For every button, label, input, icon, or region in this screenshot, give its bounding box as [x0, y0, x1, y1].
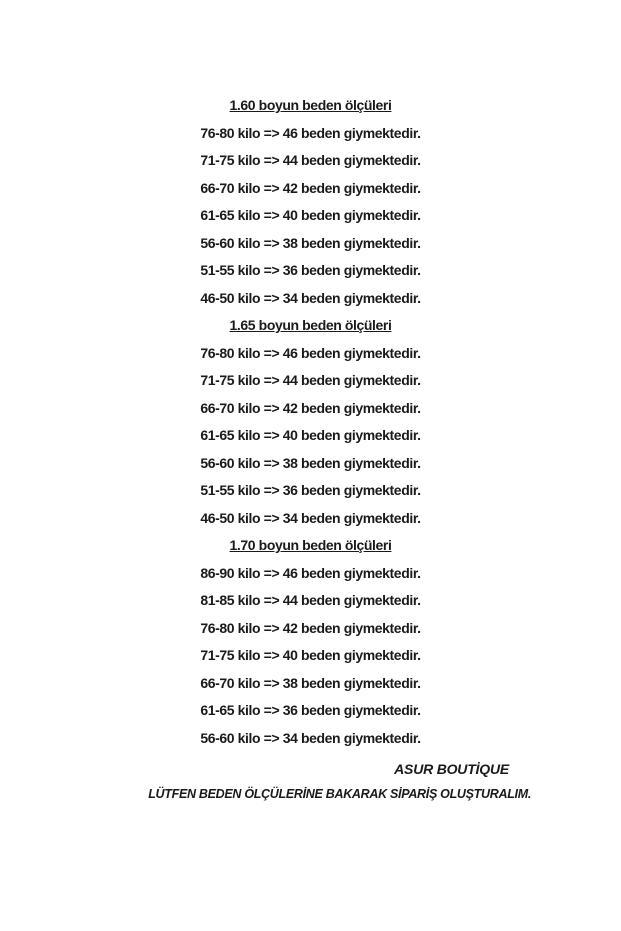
section-heading-165: 1.65 boyun beden ölçüleri — [229, 317, 392, 333]
size-line: 71-75 kilo => 40 beden giymektedir. — [200, 647, 421, 663]
size-line: 56-60 kilo => 38 beden giymektedir. — [200, 234, 421, 251]
size-line: 61-65 kilo => 40 beden giymektedir. — [200, 427, 421, 443]
section-heading-160: 1.60 boyun beden ölçüleri — [229, 97, 392, 113]
size-line: 46-50 kilo => 34 beden giymektedir. — [200, 289, 421, 306]
size-line: 71-75 kilo => 44 beden giymektedir. — [200, 152, 421, 168]
size-line: 76-80 kilo => 46 beden giymektedir. — [200, 344, 421, 361]
document-footer — [0, 756, 621, 807]
size-line: 51-55 kilo => 36 beden giymektedir. — [200, 262, 421, 278]
size-line: 66-70 kilo => 42 beden giymektedir. — [200, 399, 421, 416]
size-line: 61-65 kilo => 36 beden giymektedir. — [200, 702, 421, 718]
size-line: 71-75 kilo => 44 beden giymektedir. — [200, 372, 421, 388]
size-line: 56-60 kilo => 38 beden giymektedir. — [200, 454, 421, 471]
size-line: 56-60 kilo => 34 beden giymektedir. — [200, 729, 421, 746]
section-heading-170: 1.70 boyun beden ölçüleri — [229, 537, 392, 553]
brand-name: ASUR BOUTİQUE — [394, 761, 509, 777]
size-line: 86-90 kilo => 46 beden giymektedir. — [200, 564, 421, 581]
order-note: LÜTFEN BEDEN ÖLÇÜLERİNE BAKARAK SİPARİŞ OLUŞTURALIM. — [148, 787, 531, 801]
size-line: 81-85 kilo => 44 beden giymektedir. — [200, 592, 421, 608]
size-line: 76-80 kilo => 46 beden giymektedir. — [200, 124, 421, 141]
size-line: 51-55 kilo => 36 beden giymektedir. — [200, 482, 421, 498]
size-line: 66-70 kilo => 38 beden giymektedir. — [200, 674, 421, 691]
size-line: 61-65 kilo => 40 beden giymektedir. — [200, 207, 421, 223]
size-line: 66-70 kilo => 42 beden giymektedir. — [200, 179, 421, 196]
size-line: 46-50 kilo => 34 beden giymektedir. — [200, 509, 421, 526]
size-line: 76-80 kilo => 42 beden giymektedir. — [200, 619, 421, 636]
